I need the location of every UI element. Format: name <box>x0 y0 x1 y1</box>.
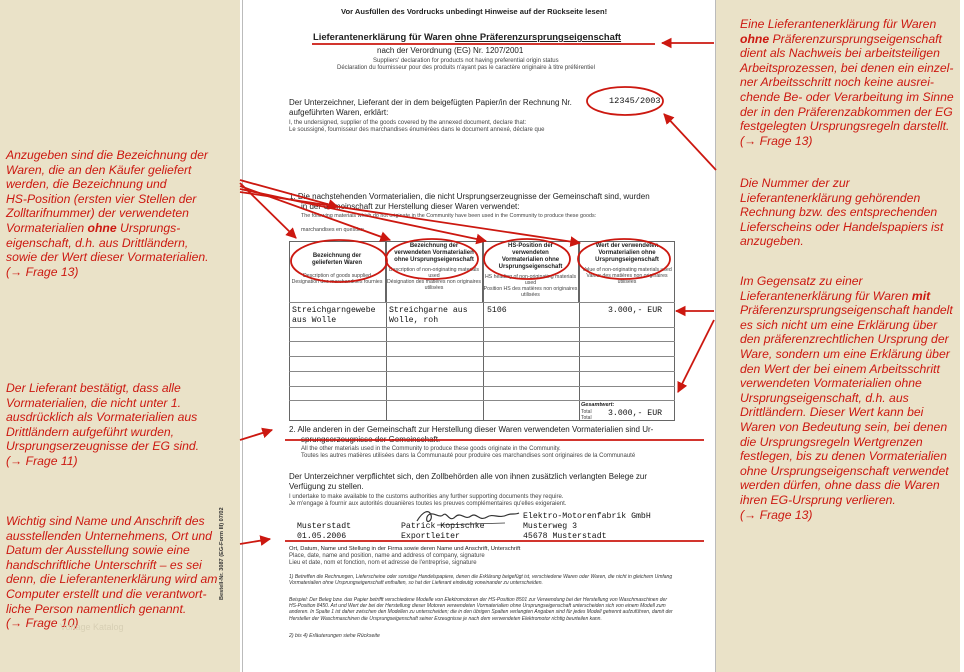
annotation-origin-confirmation: Der Lieferant bestätigt, dass alle Vormaterialien, die nicht unter 1. ausdrücklich als Vormaterialien aus Drittländern aufgeführt wurden, Ursprungserzeugnisse der EG sind. (→ Frage 11) <box>6 381 200 468</box>
signer-role: Exportleiter <box>401 532 460 541</box>
footnote-1: 1) Betreffen die Rechnungen, Lieferscheine oder sonstige Handelspapiere, denen die Erklärung beigefügt ist, verschiedene Waren oder Waren, die nicht in gleichem Umfang Vormaterialien ohne Ursprungseigenschaft enthalten, so hat der Lieferant eindeutig voneinander zu unterscheiden. <box>289 574 673 587</box>
table-row-divider <box>289 371 675 372</box>
item1-en: The following materials which do not originate in the Community have been used in the Community to produce these goods: <box>301 213 597 219</box>
table-row-divider <box>289 400 675 401</box>
company-city: 45678 Musterstadt <box>523 532 607 541</box>
item2-text-2: sprungserzeugnisse der Gemeinschaft. <box>301 435 441 444</box>
table-row-divider <box>289 302 675 303</box>
footnote-2: 2) bis 4) Erläuterungen siehe Rückseite <box>289 633 380 639</box>
obligation-fr: Je m'engage à fournir aux autorités douanières toutes les preuves complémentaires qu'elles exigeraient. <box>289 501 567 507</box>
table-col-divider <box>579 241 580 421</box>
annotation-signature: Wichtig sind Name und Anschrift des ausstellenden Unternehmens, Ort und Datum der Ausstellung sowie eine handschriftliche Unterschrift – es sei denn, die Lieferantenerklärung wird am Computer erstellt und die verantwort- liche Person namentlich genannt. (→ Frage 10) <box>6 514 218 631</box>
obligation-text: Der Unterzeichner verpflichtet sich, den Zollbehörden alle von ihnen zusätzlich verlangten Belege zur <box>289 472 647 481</box>
form-title: Lieferantenerklärung für Waren ohne Präferenzursprungseigenschaft <box>313 31 622 42</box>
col-header-value: Wert der verwendeten Vormaterialien ohne Ursprungseigenschaft Value of non-originating materials used Valeur des matières non originaires utilisées <box>582 243 672 285</box>
intro-en: I, the undersigned, supplier of the goods covered by the annexed document, declare that: <box>289 120 527 126</box>
table-row-divider <box>289 327 675 328</box>
intro-text: Der Unterzeichner, Lieferant der in dem beigefügten Papier/in der Rechnung Nr. <box>289 98 572 107</box>
company-name: Elektro-Motorenfabrik GmbH <box>523 512 651 521</box>
intro-text-2: aufgeführten Waren, erklärt: <box>289 108 389 117</box>
sign-date: 01.05.2006 <box>297 532 347 541</box>
item1-text: 1. Die nachstehenden Vormaterialien, die nicht Ursprungserzeugnisse der Gemeinschaft sind, wurden <box>289 192 650 201</box>
table-row-divider <box>289 356 675 357</box>
col-header-hs: HS-Position der verwendeten Vormaterialien ohne Ursprungseigenschaft HS heading of non-originating materials used Position HS des matières non originaires utilisées <box>483 241 579 302</box>
signer-name: Patrick Kopischke <box>401 522 485 531</box>
annotation-materials: Anzugeben sind die Bezeichnung der Waren, die an den Käufer geliefert werden, die Bezeichnung und HS-Position (ersten vier Stellen der Zolltarifnummer) der verwendeten Vormaterialien ohne Ursprungs- eigenschaft, d.h. aus Drittländern, sowie der Wert dieser Vormaterialien. (→ Frage 13) <box>6 148 209 279</box>
total-label: Gesamtwert: <box>581 402 615 408</box>
subtitle-en: Suppliers' declaration for products not having preferential origin status <box>373 58 559 64</box>
total-label-en: Total <box>581 409 592 415</box>
table-col-divider <box>483 241 484 421</box>
declaration-form <box>219 0 716 672</box>
table-col-divider <box>386 241 387 421</box>
cell-hs-position: 5106 <box>487 306 507 315</box>
intro-fr: Le soussigné, fournisseur des marchandises énumérées dans le document annexé, déclare que <box>289 127 545 133</box>
total-label-fr: Total <box>581 415 592 421</box>
table-row-divider <box>289 386 675 387</box>
form-subtitle: nach der Verordnung (EG) Nr. 1207/2001 <box>377 46 524 55</box>
annotation-purpose: Eine Lieferantenerklärung für Waren ohne Präferenzursprungseigenschaft dient als Nachweis bei arbeitsteiligen Arbeitsprozessen, bei denen ein einzel- ner Arbeitsschritt noch keine ausrei- chende Be- oder Verarbeitung im Sinne der in den Präferenzabkommen der EG festgelegten Ursprungsregeln darstellt. (→ Frage 13) <box>740 17 954 148</box>
col-header-materials: Bezeichnung der verwendeten Vormaterialien ohne Ursprungseigenschaft Description of non-originating materials used Désignation des matières non originaires utilisées <box>386 241 483 302</box>
cell-materials: Streichgarne aus <box>389 306 468 315</box>
invoice-number: 12345/2003 <box>609 96 661 106</box>
right-annotation-panel <box>716 0 960 672</box>
signature-caption-en: Place, date, name and position, name and address of company, signature <box>289 553 485 559</box>
left-annotation-panel <box>0 0 240 672</box>
item2-text: 2. Alle anderen in der Gemeinschaft zur Herstellung dieser Waren verwendeten Vormaterialien sind Ur- <box>289 425 654 434</box>
cell-goods-2: aus Wolle <box>292 316 337 325</box>
cell-materials-2: Wolle, roh <box>389 316 439 325</box>
annotation-value: Im Gegensatz zu einer Lieferantenerklärung für Waren mit Präferenzursprungseigenschaft handelt es sich nicht um eine Erklärung über den präferenzrechtlichen Ursprung der Ware, sondern um eine Erklärung über den Wert der bei einem Arbeitsschritt verwendeten Vormaterialien ohne Ursprungseigenschaft, d.h. aus Drittländern. Dieser Wert kann bei Waren von Bedeutung sein, bei denen die Ursprungsregeln Wertgrenzen festlegen, bis zu denen Vormaterialien ohne Ursprungseigenschaft verwendet werden dürfen, ohne dass die Waren ihren EG-Ursprung verlieren. (→ Frage 13) <box>740 274 953 522</box>
col-header-goods: Bezeichnung der gelieferten Waren Description of goods supplied Designation des marchandises fournies <box>289 241 386 302</box>
item2-fr: Toutes les autres matières utilisées dans la Communauté pour produire ces marchandises sont originaires de la Communauté <box>301 453 636 459</box>
cell-value: 3.000,- EUR <box>608 306 663 315</box>
cell-goods: Streichgarngewebe <box>292 306 376 315</box>
item1-fr-2: marchandises en question <box>301 227 364 233</box>
signature-caption-fr: Lieu et date, nom et fonction, nom et adresse de l'entreprise, signature <box>289 560 477 566</box>
watermark: Vorlage Katalog <box>60 622 124 632</box>
total-value: 3.000,- EUR <box>608 409 663 418</box>
top-notice: Vor Ausfüllen des Vordrucks unbedingt Hinweise auf der Rückseite lesen! <box>341 7 608 16</box>
table-row-divider <box>289 341 675 342</box>
subtitle-fr: Déclaration du fournisseur pour des produits n'ayant pas le caractère originaire à titre préférentiel <box>337 65 595 71</box>
annotation-invoice-number: Die Nummer der zur Lieferantenerklärung gehörenden Rechnung bzw. des entsprechenden Lieferscheins oder Handelspapiers ist anzugeben. <box>740 176 944 249</box>
obligation-text-2: Verfügung zu stellen. <box>289 482 364 491</box>
item1-text-2: in der Gemeinschaft zur Herstellung dieser Waren verwendet: <box>301 202 520 211</box>
footnote-example: Beispiel: Der Beleg bzw. das Papier betrifft verschiedene Modelle von Elektromotoren der HS-Position 8501 zur Verwendung bei der Herstellung von Waschmaschinen der HS-Position 8450. Art und Wert der bei der Herstellung dieser Motoren verwendeten Vormaterialien ohne Ursprungseigenschaft unterscheiden sich von einem Modell zum anderen. In Spalte 1 ist daher zwischen den Modellen zu unterscheiden; die in den übrigen Spalten verlangten Angaben sind für jedes Modell getrennt aufzuführen, damit der Hersteller der Waschmaschinen die Ursprungseigenschaft seiner Erzeugnisse je nach dem verwendeten Elektromotor richtig beurteilen kann. <box>289 597 673 622</box>
form-order-number: Bestell-Nr. 3087 (EG-Form III) 07/02 <box>219 507 225 600</box>
obligation-en: I undertake to make available to the customs authorities any further supporting documents they require. <box>289 494 564 500</box>
signature-caption: Ort, Datum, Name und Stellung in der Firma sowie deren Name und Anschrift, Unterschrift <box>289 546 521 552</box>
company-street: Musterweg 3 <box>523 522 578 531</box>
sign-place: Musterstadt <box>297 522 352 531</box>
item2-en: All the other materials used in the Community to produce these goods originate in the Community. <box>301 446 561 452</box>
